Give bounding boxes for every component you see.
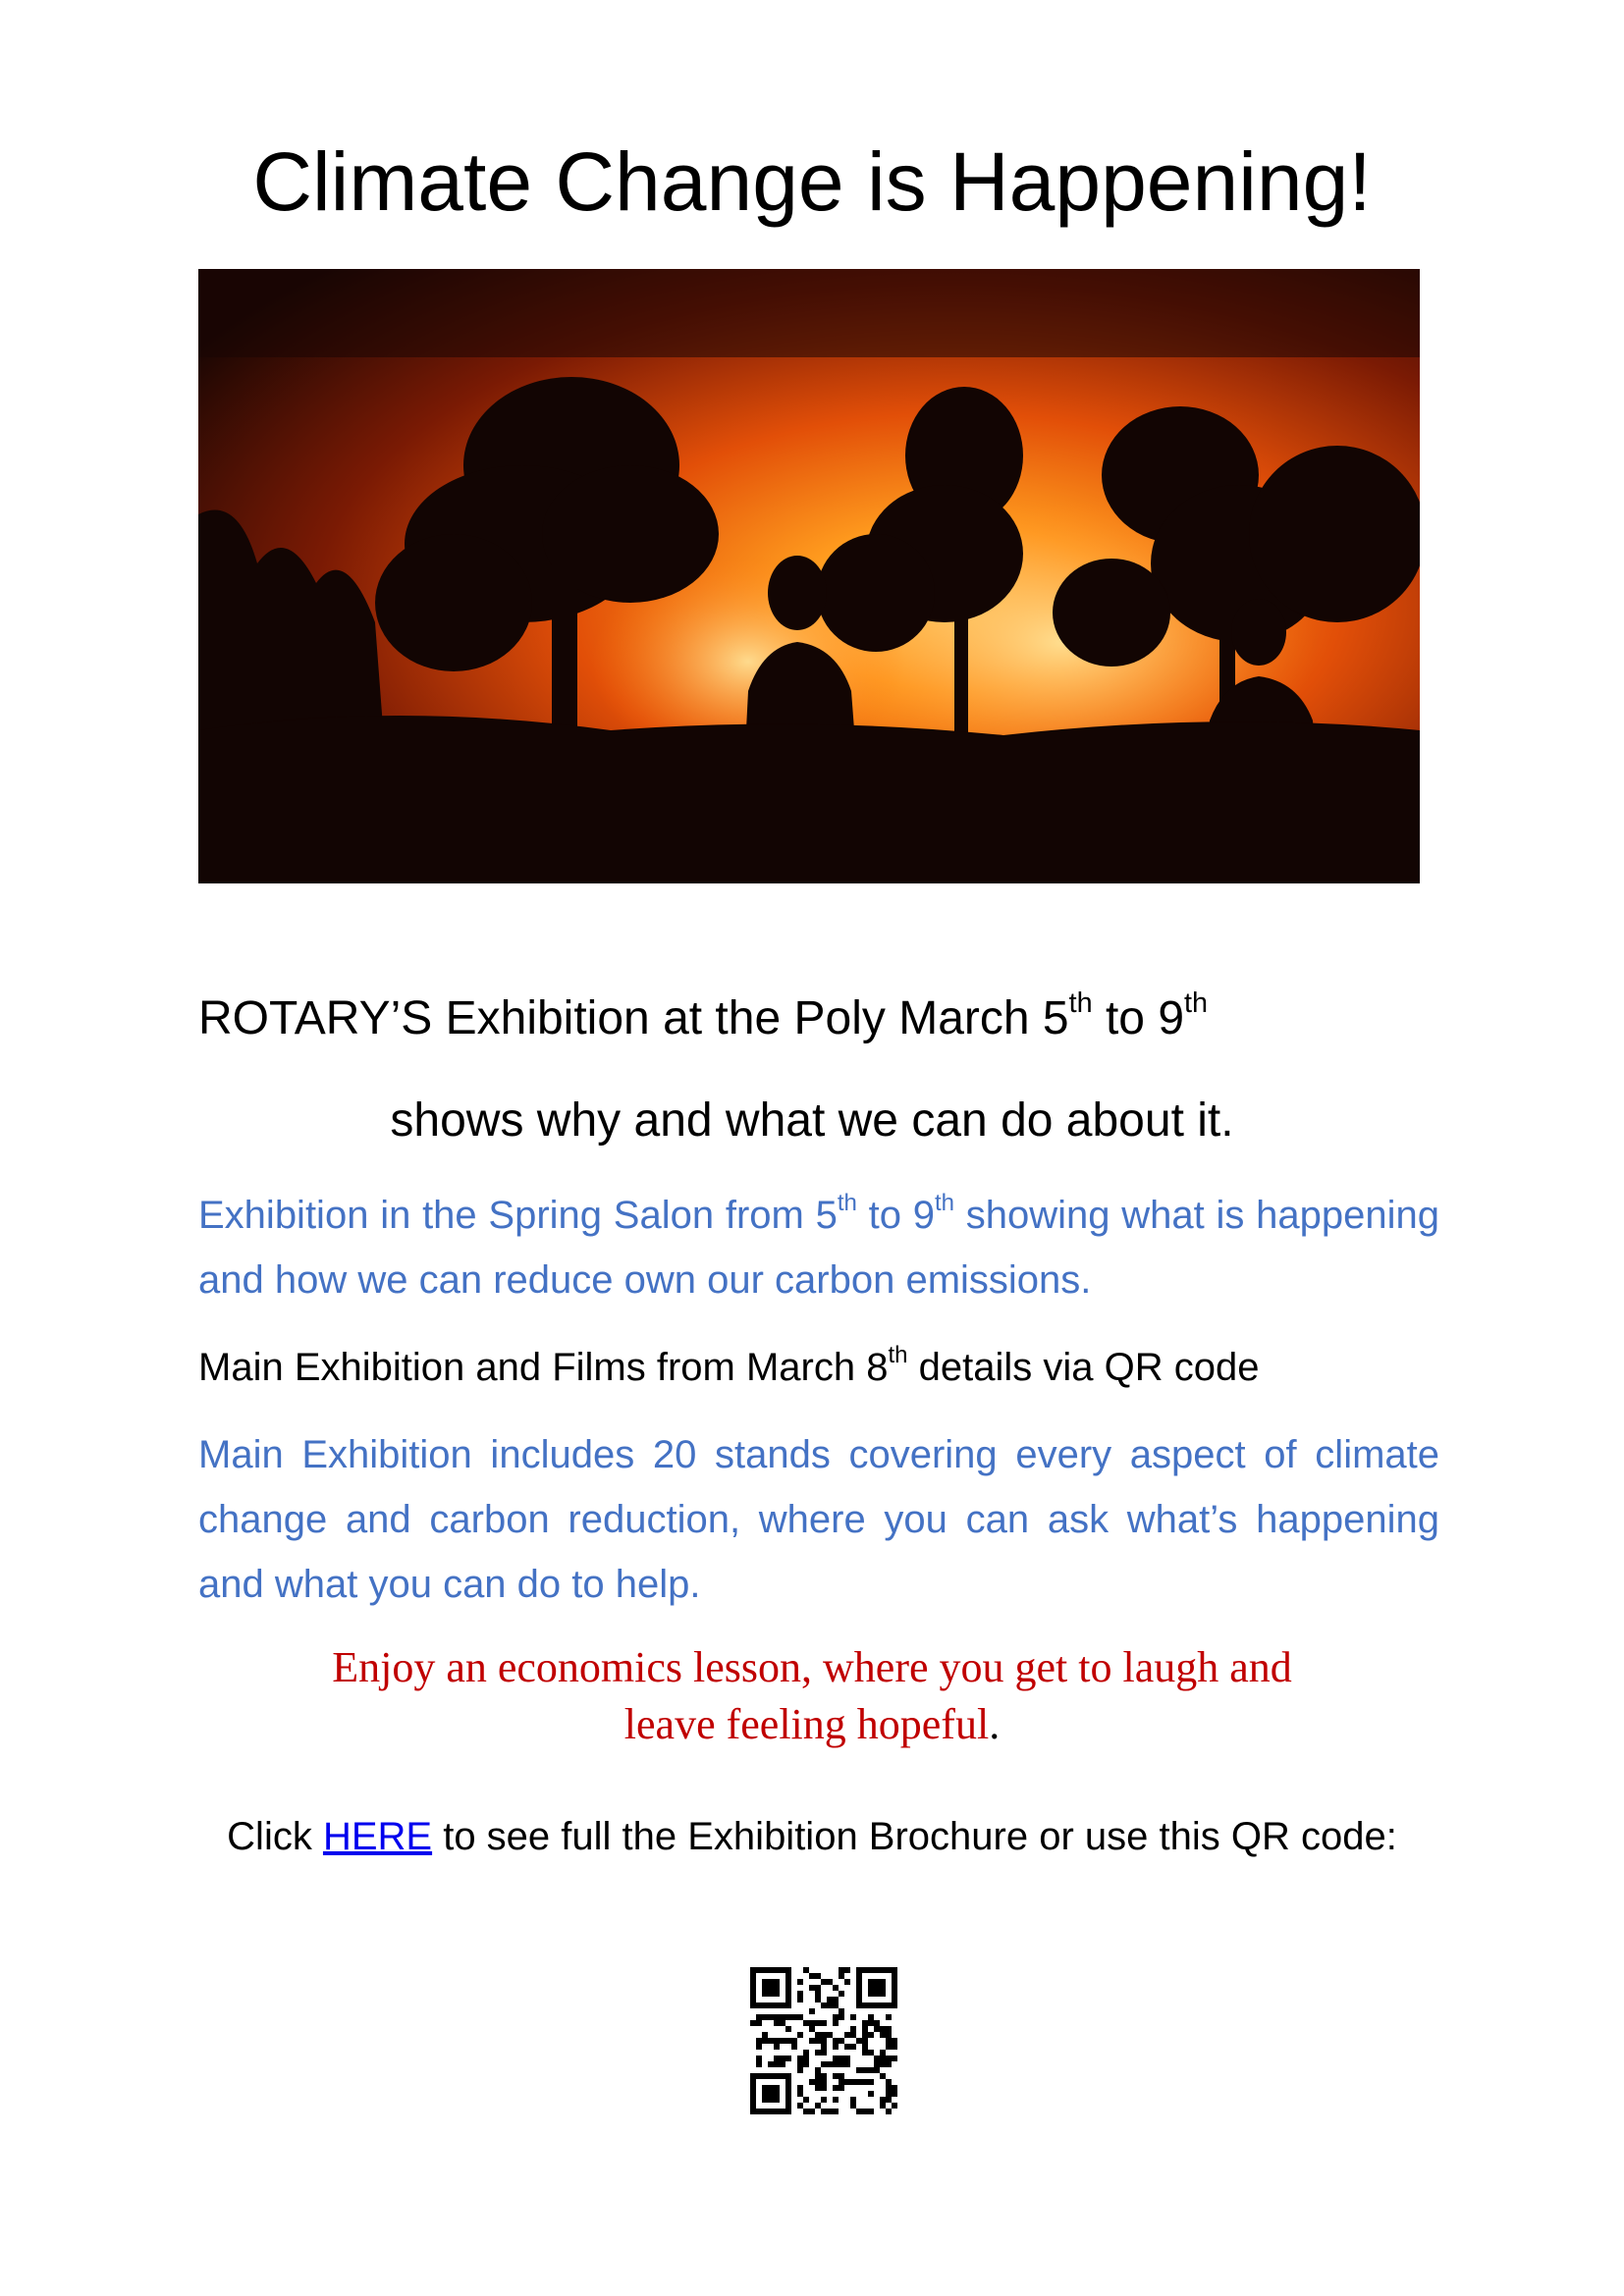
qr-code-icon[interactable]	[750, 1967, 897, 2114]
economics-lesson-note: Enjoy an economics lesson, where you get to laugh and leave feeling hopeful.	[332, 1643, 1292, 1748]
brochure-link[interactable]: HERE	[322, 1815, 433, 1858]
main-exhibition-stands-paragraph: Main Exhibition includes 20 stands covering every aspect of climate change and carbon reduction, where you can ask what’s happening and what you can do to help.	[198, 1433, 1439, 1606]
main-exhibition-films-paragraph: Main Exhibition and Films from March 8th details via QR code	[198, 1342, 1260, 1389]
spring-salon-paragraph: Exhibition in the Spring Salon from 5th to 9th showing what is happening and how we can reduce own our carbon emissions.	[198, 1190, 1439, 1302]
page-title: Climate Change is Happening!	[252, 135, 1372, 228]
exhibition-headline: ROTARY’S Exhibition at the Poly March 5th to 9th	[198, 988, 1209, 1044]
brochure-call-to-action: Click HERE to see full the Exhibition Brochure or use this QR code:	[227, 1815, 1397, 1858]
wildfire-photo	[198, 269, 1420, 883]
exhibition-subheadline: shows why and what we can do about it.	[390, 1095, 1234, 1147]
